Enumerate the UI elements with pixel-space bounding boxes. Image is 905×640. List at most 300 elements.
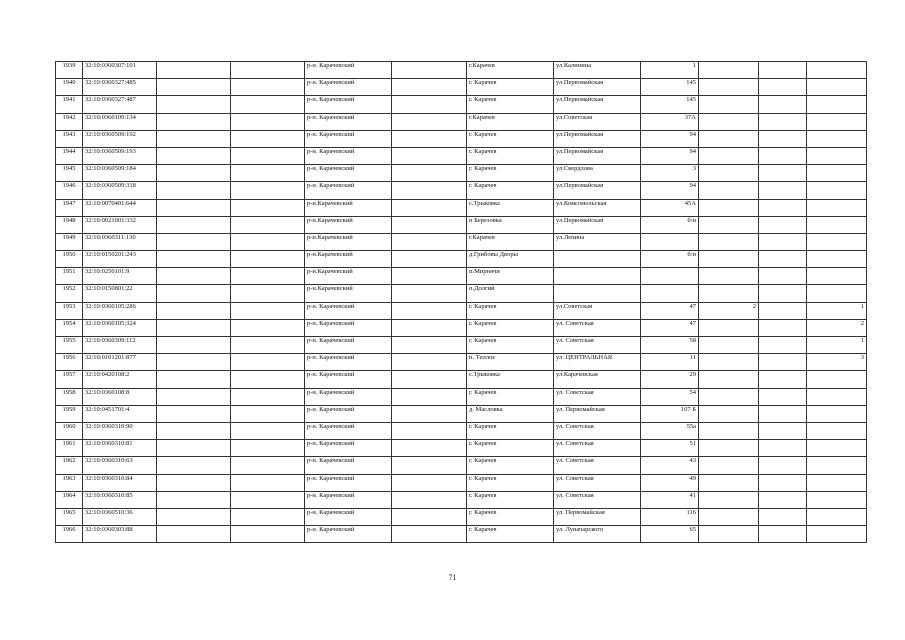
cell-extra-2: 3 — [807, 354, 867, 371]
cell-extra-1 — [699, 96, 759, 113]
cell-district: р-н. Карачевский — [305, 79, 392, 96]
cell-empty — [759, 62, 807, 79]
cell-extra-1 — [699, 371, 759, 388]
cell-street: ул. Советская — [554, 337, 641, 354]
cell-empty — [157, 199, 231, 216]
cell-extra-2 — [807, 79, 867, 96]
page-number: 71 — [448, 573, 457, 582]
cell-empty — [392, 251, 467, 268]
cell-extra-1 — [699, 508, 759, 525]
cell-cadastral-number: 32:10:0360310:90 — [83, 422, 157, 439]
cell-empty — [759, 457, 807, 474]
cell-extra-1 — [699, 165, 759, 182]
cell-extra-1 — [699, 216, 759, 233]
cell-locality: г. Карачев — [467, 491, 554, 508]
table-row — [56, 79, 867, 96]
cell-empty — [231, 199, 305, 216]
cell-extra-1 — [699, 337, 759, 354]
cell-street: ул. Советская — [554, 440, 641, 457]
cell-locality: с.Трыковка — [467, 199, 554, 216]
cell-district: р-н.Карачевский — [305, 268, 392, 285]
cell-extra-2 — [807, 182, 867, 199]
cell-district: р-н.Карачевский — [305, 251, 392, 268]
cell-locality: д. Масловка — [467, 405, 554, 422]
cell-building: 49 — [641, 474, 699, 491]
cell-district: р-н.Карачевский — [305, 285, 392, 302]
cell-empty — [759, 251, 807, 268]
cell-building: 41 — [641, 491, 699, 508]
cell-extra-2 — [807, 457, 867, 474]
cell-empty — [759, 113, 807, 130]
cell-locality: г. Карачев — [467, 508, 554, 525]
cell-empty — [157, 113, 231, 130]
cell-empty — [231, 233, 305, 250]
cell-empty — [759, 302, 807, 319]
cell-district: р-н. Карачевский — [305, 147, 392, 164]
cell-record-number: 1963 — [56, 474, 83, 491]
cell-empty — [392, 354, 467, 371]
cell-empty — [157, 251, 231, 268]
cell-building: 29 — [641, 371, 699, 388]
cell-record-number: 1950 — [56, 251, 83, 268]
cell-street: ул.Комсомольская — [554, 199, 641, 216]
cell-building — [641, 285, 699, 302]
cell-empty — [392, 526, 467, 543]
cell-street: ул. Советская — [554, 388, 641, 405]
cell-cadastral-number: 32:10:0420108:2 — [83, 371, 157, 388]
cell-empty — [157, 182, 231, 199]
cell-empty — [759, 371, 807, 388]
cell-extra-2: 1 — [807, 302, 867, 319]
cell-empty — [157, 405, 231, 422]
cell-empty — [392, 285, 467, 302]
cell-extra-1 — [699, 268, 759, 285]
cell-empty — [231, 182, 305, 199]
cell-record-number: 1949 — [56, 233, 83, 250]
table-row — [56, 165, 867, 182]
cell-street — [554, 285, 641, 302]
cell-district: р-н. Карачевский — [305, 405, 392, 422]
cell-building: 1 — [641, 62, 699, 79]
cell-building — [641, 233, 699, 250]
cell-district: р-н. Карачевский — [305, 165, 392, 182]
cell-locality: г.Карачев — [467, 62, 554, 79]
cell-cadastral-number: 32:10:0360509:318 — [83, 182, 157, 199]
cell-empty — [157, 388, 231, 405]
cell-record-number: 1952 — [56, 285, 83, 302]
cell-extra-1 — [699, 113, 759, 130]
cell-building: 145 — [641, 79, 699, 96]
cell-record-number: 1944 — [56, 147, 83, 164]
cell-extra-1 — [699, 491, 759, 508]
cell-empty — [231, 440, 305, 457]
cell-empty — [231, 165, 305, 182]
cell-locality: г. Карачев — [467, 79, 554, 96]
cell-locality: г. Карачев — [467, 474, 554, 491]
cell-street: ул. Советская — [554, 319, 641, 336]
cell-district: р-н. Карачевский — [305, 457, 392, 474]
cell-street: ул.Первомайская — [554, 79, 641, 96]
cell-cadastral-number: 32:10:0360311:130 — [83, 233, 157, 250]
cell-record-number: 1946 — [56, 182, 83, 199]
cell-cadastral-number: 32:10:0150201:243 — [83, 251, 157, 268]
cell-empty — [759, 268, 807, 285]
cell-building: 55а — [641, 422, 699, 439]
cell-empty — [231, 268, 305, 285]
cell-cadastral-number: 32:10:0360309:112 — [83, 337, 157, 354]
cell-street: ул. ЦЕНТРАЛЬНАЯ — [554, 354, 641, 371]
cell-cadastral-number: 32:10:0360310:84 — [83, 474, 157, 491]
cell-empty — [759, 422, 807, 439]
cell-cadastral-number: 32:10:0360109:134 — [83, 113, 157, 130]
cell-record-number: 1960 — [56, 422, 83, 439]
cell-empty — [157, 491, 231, 508]
cell-empty — [759, 405, 807, 422]
cell-extra-2 — [807, 165, 867, 182]
cell-empty — [157, 285, 231, 302]
table-row — [56, 440, 867, 457]
cell-empty — [392, 388, 467, 405]
table-row — [56, 422, 867, 439]
cell-cadastral-number: 32:10:0150801:22 — [83, 285, 157, 302]
cell-empty — [392, 457, 467, 474]
cell-empty — [157, 440, 231, 457]
cell-cadastral-number: 32:10:0360509:192 — [83, 130, 157, 147]
cell-extra-2 — [807, 268, 867, 285]
table-row — [56, 508, 867, 525]
cell-street — [554, 268, 641, 285]
cell-locality: п.Мирнячи — [467, 268, 554, 285]
cell-empty — [392, 233, 467, 250]
cell-empty — [759, 388, 807, 405]
cell-empty — [392, 491, 467, 508]
cell-district: р-н. Карачевский — [305, 337, 392, 354]
cell-empty — [157, 216, 231, 233]
cell-district: р-н. Карачевский — [305, 62, 392, 79]
cell-empty — [157, 474, 231, 491]
cell-locality: с.Трыковка — [467, 371, 554, 388]
cell-locality: г. Карачев — [467, 422, 554, 439]
cell-empty — [231, 474, 305, 491]
table-row — [56, 268, 867, 285]
cell-empty — [157, 165, 231, 182]
cell-locality: г. Карачев — [467, 388, 554, 405]
cell-record-number: 1939 — [56, 62, 83, 79]
cell-empty — [759, 79, 807, 96]
cell-building: 3 — [641, 165, 699, 182]
cell-district: р-н. Карачевский — [305, 319, 392, 336]
cell-empty — [392, 405, 467, 422]
cell-building: 58 — [641, 337, 699, 354]
cell-building: б/н — [641, 251, 699, 268]
cell-extra-2 — [807, 440, 867, 457]
table-row — [56, 388, 867, 405]
cell-cadastral-number: 32:10:0360509:184 — [83, 165, 157, 182]
cell-empty — [231, 251, 305, 268]
cell-building: 11 — [641, 354, 699, 371]
table-row — [56, 526, 867, 543]
cell-empty — [392, 62, 467, 79]
cell-street: ул.Ленина — [554, 233, 641, 250]
cell-record-number: 1959 — [56, 405, 83, 422]
cell-record-number: 1955 — [56, 337, 83, 354]
cell-empty — [392, 79, 467, 96]
cell-building — [641, 268, 699, 285]
cell-extra-2 — [807, 113, 867, 130]
cell-extra-1 — [699, 251, 759, 268]
cell-empty — [392, 147, 467, 164]
cell-record-number: 1942 — [56, 113, 83, 130]
cell-extra-2 — [807, 491, 867, 508]
cell-empty — [759, 491, 807, 508]
cell-empty — [231, 285, 305, 302]
table-row — [56, 147, 867, 164]
cell-locality: г. Карачев — [467, 182, 554, 199]
cell-cadastral-number: 32:10:0360310:81 — [83, 440, 157, 457]
cell-district: р-н. Карачевский — [305, 130, 392, 147]
cell-extra-1 — [699, 440, 759, 457]
cell-empty — [392, 113, 467, 130]
cell-district: р-н. Карачевский — [305, 354, 392, 371]
table-row — [56, 474, 867, 491]
cell-empty — [157, 130, 231, 147]
cell-extra-2 — [807, 285, 867, 302]
cell-extra-2 — [807, 371, 867, 388]
cell-district: р-н. Карачевский — [305, 440, 392, 457]
cell-cadastral-number: 32:10:0360105:286 — [83, 302, 157, 319]
cell-building: 116 — [641, 508, 699, 525]
cell-record-number: 1941 — [56, 96, 83, 113]
cell-record-number: 1947 — [56, 199, 83, 216]
cell-building: 94 — [641, 182, 699, 199]
cell-empty — [231, 79, 305, 96]
cell-street: ул. Первомайская — [554, 405, 641, 422]
cell-empty — [231, 96, 305, 113]
cell-empty — [231, 508, 305, 525]
cell-district: р-н.Карачевский — [305, 216, 392, 233]
cell-cadastral-number: 32:10:0360510:36 — [83, 508, 157, 525]
cell-district: р-н.Карачевский — [305, 199, 392, 216]
cell-district: р-н. Карачевский — [305, 113, 392, 130]
cell-locality: г. Карачев — [467, 147, 554, 164]
cell-extra-1 — [699, 233, 759, 250]
cell-empty — [157, 302, 231, 319]
cell-street: ул. Советская — [554, 491, 641, 508]
table-row — [56, 354, 867, 371]
cell-empty — [231, 388, 305, 405]
cell-extra-2 — [807, 147, 867, 164]
cell-building: 45А — [641, 199, 699, 216]
cell-cadastral-number: 32:10:0360509:193 — [83, 147, 157, 164]
cell-empty — [231, 130, 305, 147]
cell-extra-2 — [807, 130, 867, 147]
cell-record-number: 1951 — [56, 268, 83, 285]
cell-street: ул.Первомайская — [554, 130, 641, 147]
cell-extra-1 — [699, 457, 759, 474]
cell-empty — [392, 182, 467, 199]
cell-locality: г. Карачев — [467, 302, 554, 319]
cell-empty — [231, 62, 305, 79]
table-row — [56, 199, 867, 216]
cell-extra-1 — [699, 319, 759, 336]
cell-empty — [759, 147, 807, 164]
cell-empty — [759, 508, 807, 525]
cell-cadastral-number: 32:10:0360310:85 — [83, 491, 157, 508]
cell-building: 47 — [641, 319, 699, 336]
cell-district: р-н. Карачевский — [305, 422, 392, 439]
cell-street: ул. Советская — [554, 422, 641, 439]
cell-empty — [392, 216, 467, 233]
cell-street: ул.Первомайская — [554, 147, 641, 164]
cell-district: р-н. Карачевский — [305, 182, 392, 199]
cell-empty — [231, 147, 305, 164]
cell-empty — [392, 165, 467, 182]
cell-record-number: 1961 — [56, 440, 83, 457]
cell-building: 54 — [641, 388, 699, 405]
cell-empty — [392, 268, 467, 285]
cell-empty — [759, 285, 807, 302]
cell-empty — [392, 440, 467, 457]
cell-extra-2 — [807, 474, 867, 491]
cell-extra-1 — [699, 422, 759, 439]
table-row — [56, 371, 867, 388]
cell-district: р-н. Карачевский — [305, 96, 392, 113]
cell-extra-2 — [807, 388, 867, 405]
cell-cadastral-number: 32:10:0360105:324 — [83, 319, 157, 336]
table-row — [56, 457, 867, 474]
cell-empty — [392, 130, 467, 147]
cell-district: р-н. Карачевский — [305, 302, 392, 319]
cell-empty — [157, 96, 231, 113]
cell-empty — [157, 62, 231, 79]
cell-record-number: 1964 — [56, 491, 83, 508]
cell-extra-1: 2 — [699, 302, 759, 319]
cell-empty — [157, 371, 231, 388]
cell-building: 65 — [641, 526, 699, 543]
cell-empty — [231, 337, 305, 354]
cell-empty — [157, 319, 231, 336]
cell-extra-2 — [807, 233, 867, 250]
cell-extra-2 — [807, 199, 867, 216]
table-row — [56, 337, 867, 354]
cell-cadastral-number: 32:10:0070401:644 — [83, 199, 157, 216]
cell-locality: г. Карачев — [467, 337, 554, 354]
cell-extra-1 — [699, 79, 759, 96]
cell-empty — [157, 508, 231, 525]
cell-extra-2: 1 — [807, 337, 867, 354]
cell-empty — [157, 354, 231, 371]
table-row — [56, 491, 867, 508]
cell-district: р-н. Карачевский — [305, 508, 392, 525]
cell-extra-1 — [699, 526, 759, 543]
cell-street: ул.Карачевская — [554, 371, 641, 388]
cell-building: 145 — [641, 96, 699, 113]
cell-empty — [157, 268, 231, 285]
cell-locality: г. Карачев — [467, 96, 554, 113]
table-row — [56, 251, 867, 268]
cell-empty — [392, 371, 467, 388]
cell-extra-1 — [699, 285, 759, 302]
cell-empty — [231, 216, 305, 233]
cell-extra-1 — [699, 405, 759, 422]
cell-locality: п.Долгий — [467, 285, 554, 302]
cell-empty — [231, 491, 305, 508]
cell-cadastral-number: 32:10:0021001:332 — [83, 216, 157, 233]
cell-record-number: 1956 — [56, 354, 83, 371]
cell-district: р-н. Карачевский — [305, 388, 392, 405]
cell-extra-1 — [699, 354, 759, 371]
table-row — [56, 130, 867, 147]
cell-street — [554, 251, 641, 268]
cell-extra-1 — [699, 199, 759, 216]
cell-empty — [231, 405, 305, 422]
cell-record-number: 1966 — [56, 526, 83, 543]
cell-cadastral-number: 32:10:0360327:485 — [83, 79, 157, 96]
cell-district: р-н. Карачевский — [305, 526, 392, 543]
table-row — [56, 285, 867, 302]
cell-empty — [392, 96, 467, 113]
cell-extra-2 — [807, 405, 867, 422]
cell-empty — [759, 474, 807, 491]
cell-street: ул.Первомайская — [554, 182, 641, 199]
cell-record-number: 1940 — [56, 79, 83, 96]
cell-locality: п Березовка — [467, 216, 554, 233]
cell-building: 47 — [641, 302, 699, 319]
cell-empty — [231, 457, 305, 474]
cell-empty — [759, 440, 807, 457]
cell-extra-1 — [699, 62, 759, 79]
cell-building: 51 — [641, 440, 699, 457]
cell-locality: г. Карачев — [467, 457, 554, 474]
cell-extra-1 — [699, 147, 759, 164]
cell-street: ул.Советская — [554, 302, 641, 319]
cell-street: ул.Первомайская — [554, 216, 641, 233]
table-row — [56, 405, 867, 422]
cell-empty — [157, 337, 231, 354]
cell-record-number: 1958 — [56, 388, 83, 405]
registry-table — [55, 61, 867, 543]
cell-empty — [231, 302, 305, 319]
table-row — [56, 302, 867, 319]
cell-empty — [759, 319, 807, 336]
cell-empty — [392, 422, 467, 439]
cell-cadastral-number: 32:10:0360310:63 — [83, 457, 157, 474]
table-row — [56, 62, 867, 79]
cell-empty — [759, 354, 807, 371]
cell-empty — [231, 422, 305, 439]
cell-locality: г. Карачев — [467, 130, 554, 147]
cell-cadastral-number: 32:10:0360108:8 — [83, 388, 157, 405]
cell-extra-1 — [699, 474, 759, 491]
cell-empty — [157, 233, 231, 250]
table-row — [56, 319, 867, 336]
cell-empty — [231, 113, 305, 130]
cell-locality: г. Карачев — [467, 526, 554, 543]
cell-extra-2 — [807, 251, 867, 268]
cell-empty — [157, 457, 231, 474]
cell-street: ул. Первомайская — [554, 508, 641, 525]
cell-locality: г. Карачев — [467, 319, 554, 336]
cell-building: 37А — [641, 113, 699, 130]
cell-locality: г. Карачев — [467, 440, 554, 457]
cell-cadastral-number: 32:10:0360303:88 — [83, 526, 157, 543]
cell-building: 107 Б — [641, 405, 699, 422]
cell-empty — [157, 422, 231, 439]
cell-cadastral-number: 32:10:0250101:9 — [83, 268, 157, 285]
cell-building: 43 — [641, 457, 699, 474]
cell-empty — [392, 337, 467, 354]
cell-district: р-н. Карачевский — [305, 474, 392, 491]
